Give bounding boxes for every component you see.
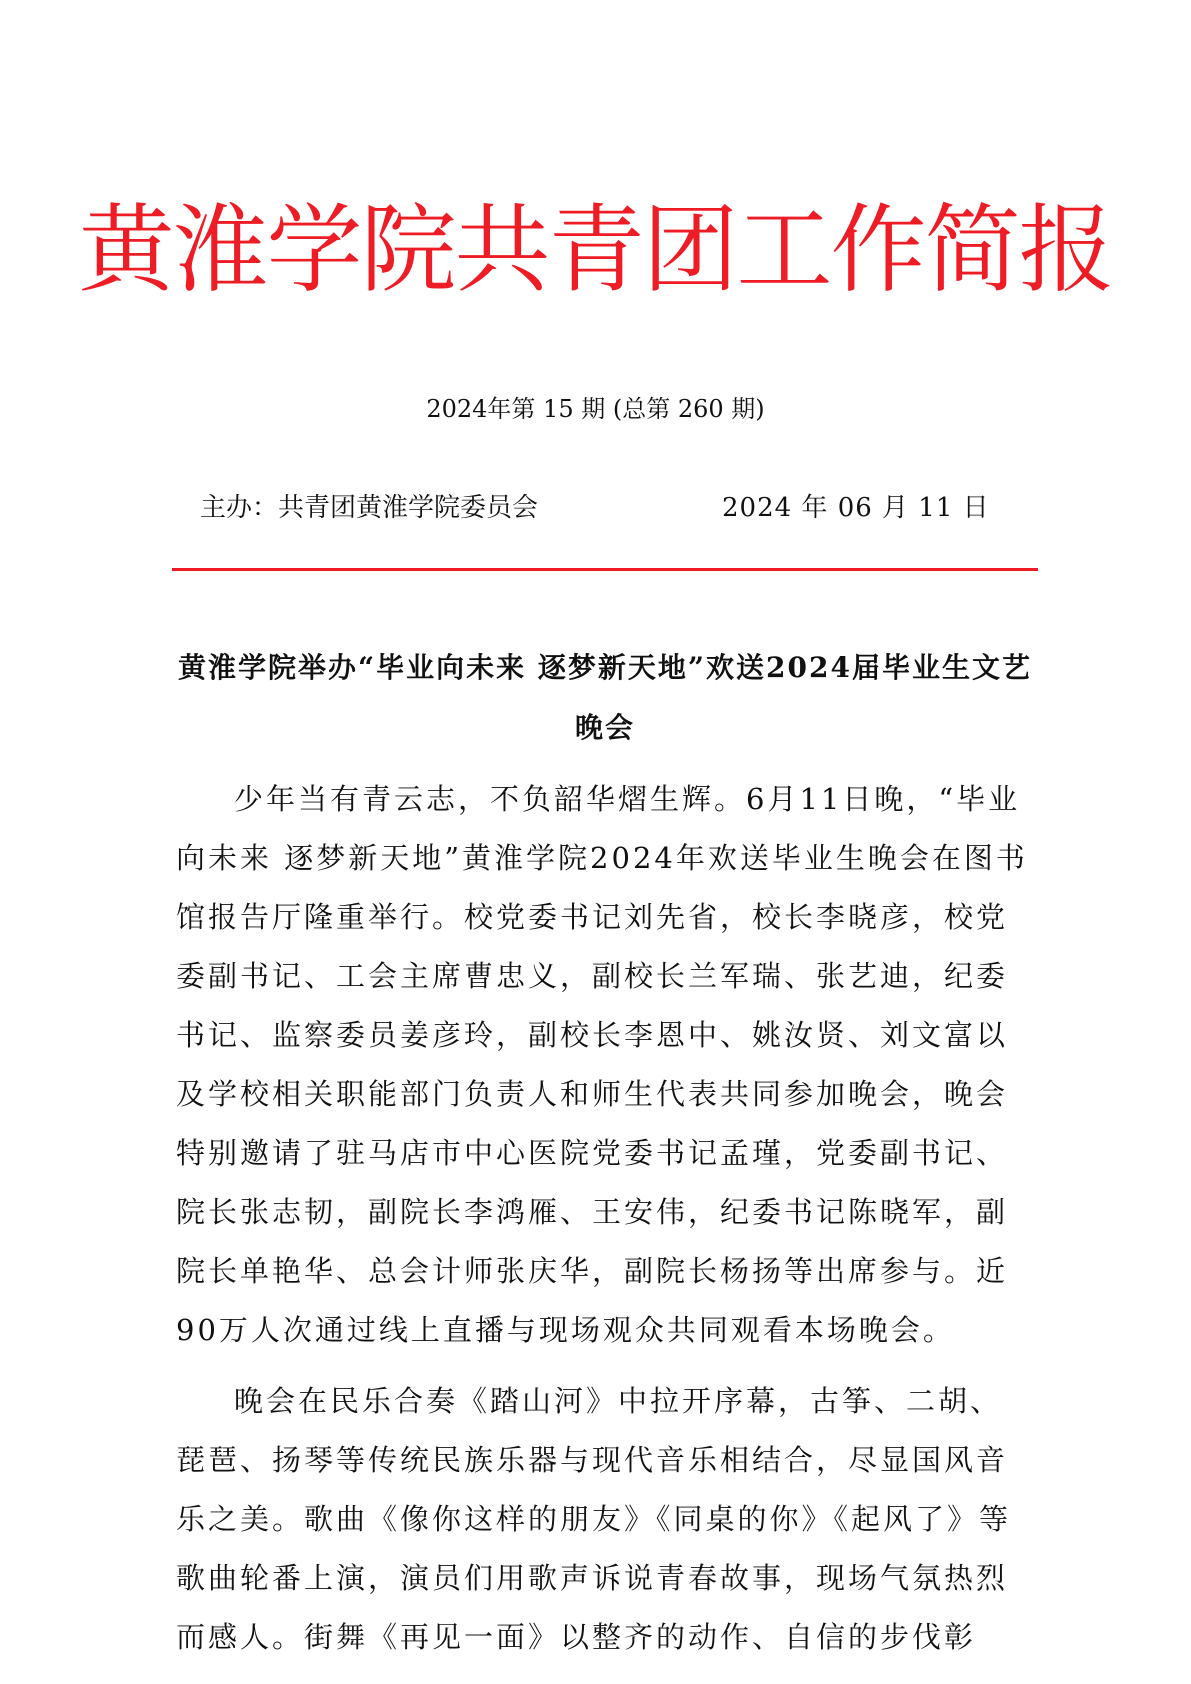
article-body (176, 770, 1032, 1679)
publish-date: 2024 年 06 月 11 日 (722, 493, 990, 523)
article-headline: 黄淮学院举办“毕业向未来 逐梦新天地”欢送2024届毕业生文艺晚会 (178, 651, 1032, 744)
article-paragraph: 少年当有青云志，不负韶华熠生辉。6月11日晚，“毕业向未来 逐梦新天地”黄淮学院2024年欢送毕业生晚会在图书馆报告厅隆重举行。校党委书记刘先省，校长李晓彦，校党委副书记、工会主席曹忠义，副校长兰军瑞、张艺迪，纪委书记、监察委员姜彦玲，副校长李恩中、姚汝贤、刘文富以及学校相关职能部门负责人和师生代表共同参加晚会，晚会特别邀请了驻马店市中心医院党委书记孟瑾，党委副书记、院长张志韧，副院长李鸿雁、王安伟，纪委书记陈晓军，副院长单艳华、总会计师张庆华，副院长杨扬等出席参与。近90万人次通过线上直播与现场观众共同观看本场晚会。 (176, 782, 1028, 1347)
sponsor-line: 主办：共青团黄淮学院委员会 (200, 493, 539, 523)
article-paragraph: 晚会在民乐合奏《踏山河》中拉开序幕，古筝、二胡、琵琶、扬琴等传统民族乐器与现代音乐相结合，尽显国风音乐之美。歌曲《像你这样的朋友》《同桌的你》《起风了》等歌曲轮番上演，演员们用歌声诉说青春故事，现场气氛热烈而感人。街舞《再见一面》以整齐的动作、自信的步伐彰 (176, 1384, 1012, 1654)
issue-number: 2024年第 15 期 (总第 260 期) (426, 395, 765, 423)
bulletin-masthead: 黄淮学院共青团工作简报 (78, 194, 1113, 306)
red-divider-rule (172, 568, 1038, 571)
